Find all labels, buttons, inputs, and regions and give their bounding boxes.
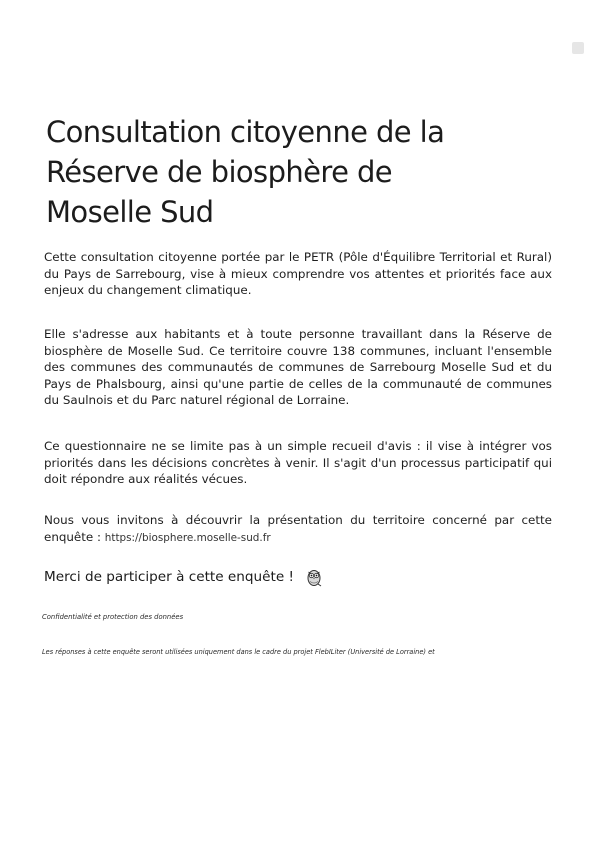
intro-paragraph: Cette consultation citoyenne portée par le PETR (Pôle d'Équilibre Territorial et Rural) du Pays de Sarrebourg, vise à mieux comprendre vos attentes et priorités face aux enjeux du changement climatique. bbox=[44, 250, 552, 297]
owl-icon bbox=[304, 567, 324, 587]
title-line-2: Réserve de biosphère de bbox=[46, 155, 392, 189]
territory-link[interactable]: https://biosphere.moselle-sud.fr bbox=[104, 531, 271, 544]
confidentiality-text: Les réponses à cette enquête seront utilisées uniquement dans le cadre du projet FlebILiter (Université de Lorraine) et bbox=[42, 648, 435, 656]
confidentiality-heading: Confidentialité et protection des données bbox=[42, 613, 184, 621]
page-title bbox=[46, 112, 546, 232]
audience-paragraph: Elle s'adresse aux habitants et à toute personne travaillant dans la Réserve de biosphère de Moselle Sud. Ce territoire couvre 138 communes, incluant l'ensemble des communes des communautés de communes de Sarrebourg Moselle Sud et du Pays de Phalsbourg, ainsi qu'une partie de celles de la communauté de communes du Saulnois et du Parc naturel régional de Lorraine. bbox=[44, 327, 552, 407]
scan-artifact bbox=[572, 42, 584, 54]
invitation-text: Nous vous invitons à découvrir la présentation du territoire concerné par cette enquête : bbox=[44, 513, 552, 544]
thanks-text: Merci de participer à cette enquête ! bbox=[44, 569, 294, 585]
invitation-paragraph bbox=[44, 512, 552, 546]
title-line-1: Consultation citoyenne de la bbox=[46, 115, 445, 149]
title-line-3: Moselle Sud bbox=[46, 195, 214, 229]
purpose-paragraph: Ce questionnaire ne se limite pas à un simple recueil d'avis : il vise à intégrer vos priorités dans les décisions concrètes à venir. Il s'agit d'un processus participatif qui doit répondre aux réalités vécues. bbox=[44, 439, 552, 486]
thanks-message bbox=[44, 567, 324, 587]
